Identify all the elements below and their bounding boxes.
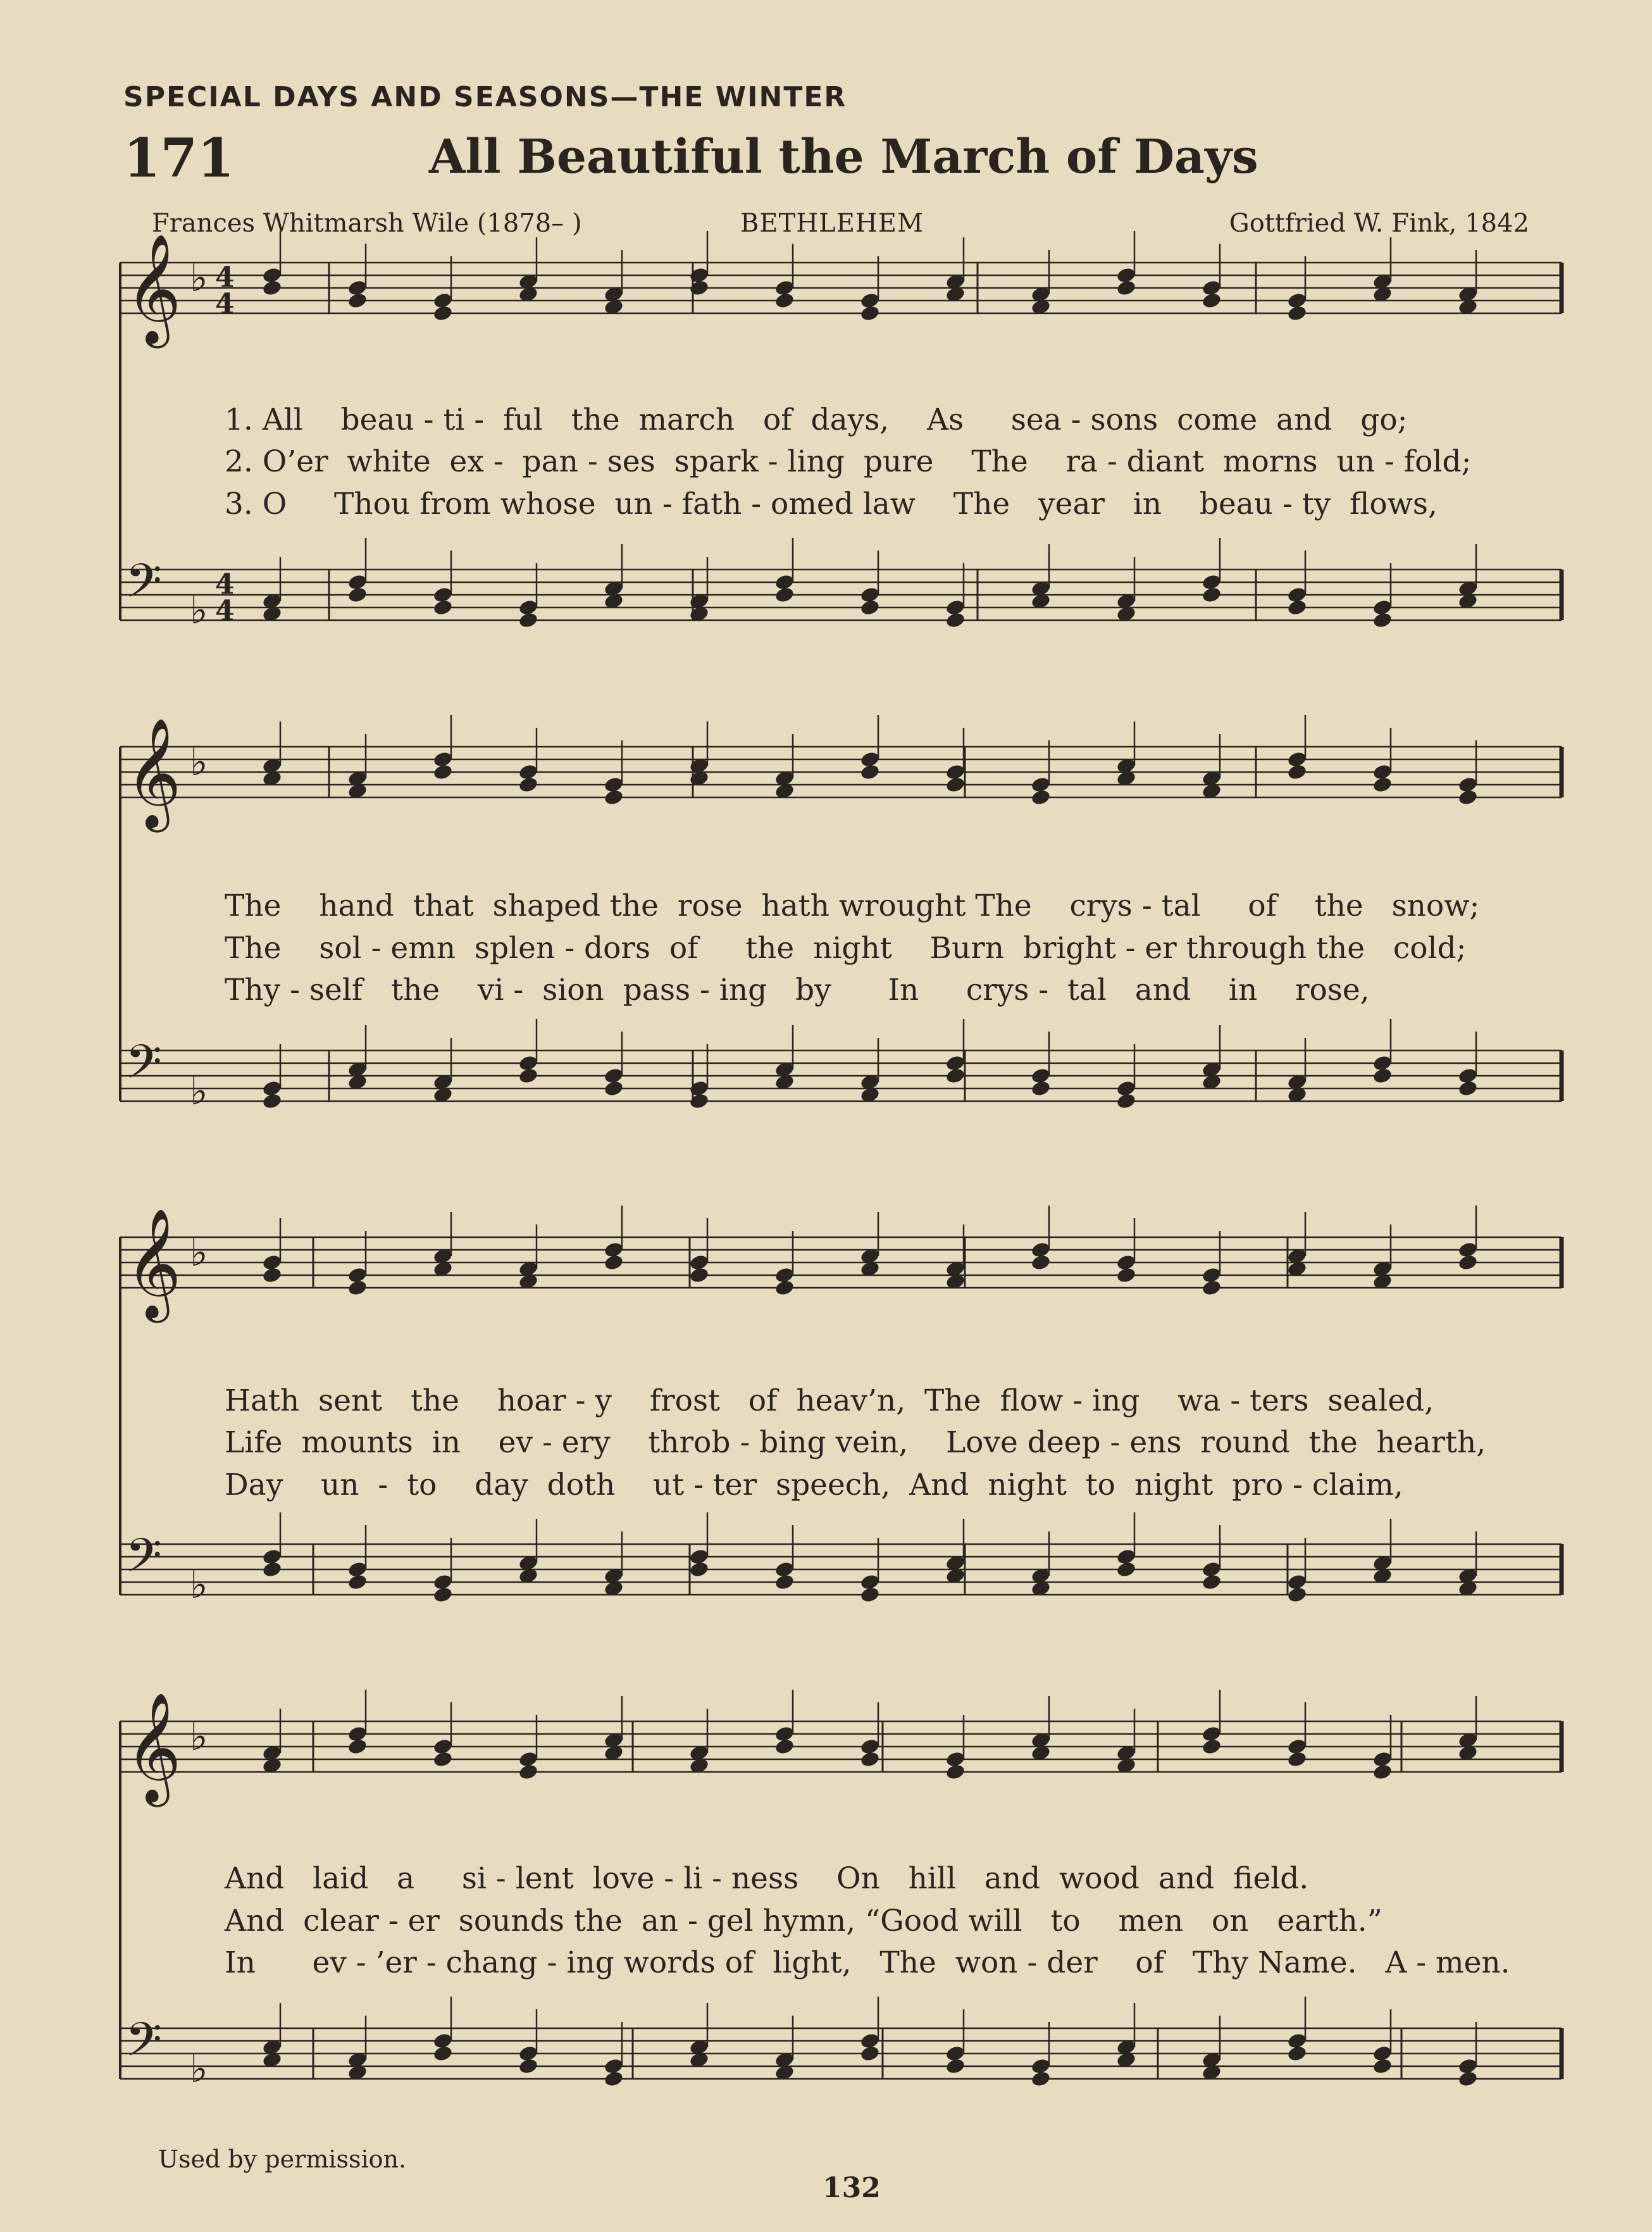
note-head <box>518 611 538 629</box>
note-head <box>603 789 624 806</box>
note-head <box>432 304 453 322</box>
note-head <box>1286 2045 1307 2062</box>
note-head <box>1457 789 1478 806</box>
author-credit: Frances Whitmarsh Wile (1878– ) <box>152 209 582 238</box>
flat-sign: ♭ <box>190 1231 208 1275</box>
note-head <box>261 1561 282 1578</box>
note-head <box>347 1573 368 1591</box>
treble-clef: 𝄞 <box>125 718 182 828</box>
permission-note: Used by permission. <box>158 2145 407 2173</box>
time-signature: 4 <box>215 568 235 601</box>
treble-clef: 𝄞 <box>125 234 182 344</box>
note-head <box>261 1092 282 1110</box>
note-head <box>518 2057 538 2075</box>
bass-clef: 𝄢 <box>125 1035 162 1101</box>
note-head <box>688 279 709 297</box>
note-head <box>261 1266 282 1284</box>
note-head <box>945 1763 966 1781</box>
note-head <box>1372 611 1393 629</box>
flat-sign: ♭ <box>190 740 208 785</box>
lyric-line: In ev - ’er - chang - ing words of light, The won - der of Thy Name. A - men. <box>225 1945 1510 1980</box>
note-head <box>432 599 453 616</box>
lyric-line: And laid a si - lent love - li - ness On hill and wood and field. <box>225 1861 1309 1896</box>
section-header: SPECIAL DAYS AND SEASONS—THE WINTER <box>123 81 847 113</box>
note-head <box>1115 279 1136 297</box>
flat-sign: ♭ <box>190 256 208 301</box>
note-head <box>1201 1279 1222 1297</box>
flat-sign: ♭ <box>190 1715 208 1759</box>
note-head <box>1457 2070 1478 2088</box>
tune-name: BETHLEHEM <box>740 209 924 238</box>
note-head <box>1457 1254 1478 1271</box>
note-head <box>1030 2070 1051 2088</box>
note-head <box>774 1279 795 1297</box>
note-head <box>945 776 966 794</box>
note-head <box>688 1266 709 1284</box>
note-head <box>1201 1573 1222 1591</box>
bass-clef: 𝄢 <box>125 1528 162 1595</box>
note-head <box>1030 1080 1051 1097</box>
note-head <box>859 1586 880 1604</box>
note-head <box>859 763 880 781</box>
lyric-line: Hath sent the hoar - y frost of heav’n, The flow - ing wa - ters sealed, <box>225 1383 1434 1418</box>
note-head <box>774 292 795 309</box>
note-head <box>432 1750 453 1768</box>
flat-sign: ♭ <box>190 589 208 633</box>
note-head <box>688 1092 709 1110</box>
hymn-title: All Beautiful the March of Days <box>429 130 1258 184</box>
hymn-number: 171 <box>123 127 235 189</box>
note-head <box>1457 1080 1478 1097</box>
note-head <box>1115 1561 1136 1578</box>
note-head <box>347 1279 368 1297</box>
note-head <box>1372 1763 1393 1781</box>
lyric-line: The sol - emn splen - dors of the night Burn bright - er through the cold; <box>225 931 1467 966</box>
lyric-line: 3. O Thou from whose un - fath - omed law The year in beau - ty flows, <box>225 487 1438 521</box>
time-signature: 4 <box>215 595 235 627</box>
note-head <box>518 1763 538 1781</box>
flat-sign: ♭ <box>190 1069 208 1114</box>
note-head <box>859 599 880 616</box>
note-head <box>774 1738 795 1755</box>
note-head <box>1030 1254 1051 1271</box>
note-head <box>1115 1266 1136 1284</box>
note-head <box>1115 1092 1136 1110</box>
lyric-line: The hand that shaped the rose hath wrought The crys - tal of the snow; <box>225 888 1480 923</box>
note-head <box>432 763 453 781</box>
note-head <box>1372 2057 1393 2075</box>
note-head <box>347 292 368 309</box>
note-head <box>774 1573 795 1591</box>
lyric-line: Day un - to day doth ut - ter speech, And night to night pro - claim, <box>225 1468 1403 1502</box>
bass-clef: 𝄢 <box>125 554 162 620</box>
note-head <box>945 2057 966 2075</box>
note-head <box>859 1750 880 1768</box>
note-head <box>432 2045 453 2062</box>
note-head <box>603 1254 624 1271</box>
note-head <box>774 586 795 604</box>
note-head <box>1372 1067 1393 1085</box>
note-head <box>1030 789 1051 806</box>
lyric-line: 1. All beau - ti - ful the march of days, As sea - sons come and go; <box>225 402 1408 437</box>
note-head <box>945 1067 966 1085</box>
note-head <box>1286 1586 1307 1604</box>
note-head <box>688 1561 709 1578</box>
note-head <box>603 2070 624 2088</box>
flat-sign: ♭ <box>190 1563 208 1607</box>
flat-sign: ♭ <box>190 2047 208 2092</box>
note-head <box>347 1738 368 1755</box>
note-head <box>603 1080 624 1097</box>
note-head <box>1286 1750 1307 1768</box>
note-head <box>1201 292 1222 309</box>
note-head <box>518 776 538 794</box>
note-head <box>518 1067 538 1085</box>
note-head <box>859 304 880 322</box>
note-head <box>1372 776 1393 794</box>
lyric-line: And clear - er sounds the an - gel hymn, “Good will to men on earth.” <box>225 1904 1382 1938</box>
bass-clef: 𝄢 <box>125 2012 162 2079</box>
lyric-line: Thy - self the vi - sion pass - ing by In crys - tal and in rose, <box>225 973 1370 1007</box>
lyric-line: 2. O’er white ex - pan - ses spark - ling pure The ra - diant morns un - fold; <box>225 444 1472 479</box>
page-number: 132 <box>823 2172 881 2204</box>
note-head <box>1201 1738 1222 1755</box>
note-head <box>261 279 282 297</box>
note-head <box>1286 763 1307 781</box>
note-head <box>347 586 368 604</box>
note-head <box>1286 599 1307 616</box>
treble-clef: 𝄞 <box>125 1692 182 1802</box>
note-head <box>1201 586 1222 604</box>
composer-credit: Gottfried W. Fink, 1842 <box>1229 209 1529 238</box>
time-signature: 4 <box>215 261 235 294</box>
note-head <box>945 611 966 629</box>
note-head <box>859 2045 880 2062</box>
note-head <box>432 1586 453 1604</box>
treble-clef: 𝄞 <box>125 1208 182 1318</box>
note-head <box>1286 304 1307 322</box>
lyric-line: Life mounts in ev - ery throb - bing vein, Love deep - ens round the hearth, <box>225 1425 1486 1460</box>
time-signature: 4 <box>215 288 235 320</box>
